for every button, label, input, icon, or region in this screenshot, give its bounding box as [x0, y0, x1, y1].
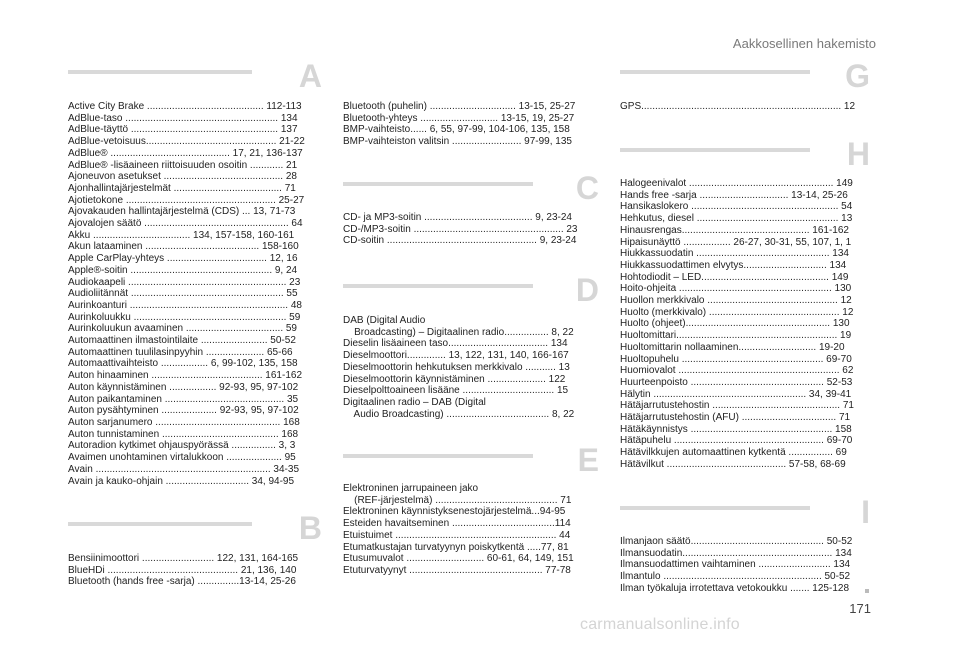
page-number: 171: [849, 601, 871, 616]
section-header-i: [620, 490, 870, 534]
index-entry: Ajovalojen säätö .................................................... 64: [68, 218, 303, 230]
index-entry: Bensiinimoottori .......................... 122, 131, 164-165: [68, 553, 299, 564]
index-entry: Hansikaslokero ..................................................... 54: [620, 201, 853, 213]
index-entry: Hoito-ohjeita ....................................................... 130: [620, 283, 852, 295]
section-header-h: [620, 132, 870, 176]
index-entry: CD- ja MP3-soitin ....................................... 9, 23-24: [343, 212, 572, 223]
section-letter-i: I: [861, 494, 870, 530]
index-entry: AdBlue® -lisäaineen riittoisuuden osoitin ............ 21: [68, 159, 298, 171]
index-entry: Huolto (ohjeet).................................................... 130: [620, 318, 850, 330]
index-entry: BMP-vaihteiston valitsin ......................... 97-99, 135: [343, 136, 572, 148]
index-list-b-continued: [343, 101, 599, 148]
page-marker: [865, 589, 869, 593]
index-entry: AdBlue® ........................................... 17, 21, 136-137: [68, 147, 303, 159]
index-entry: Hätäjarrutustehostin .............................................. 71: [620, 400, 854, 412]
index-entry: AdBlue-taso ....................................................... 134: [68, 112, 298, 124]
index-entry: Aurinkoluukun avaaminen ................................... 59: [68, 323, 297, 335]
index-entry: Avain ............................................................... 34-35: [68, 463, 300, 475]
section-header-e: [343, 438, 599, 482]
index-entry: DAB (Digital Audio: [343, 315, 426, 326]
index-entry: Hehkutus, diesel ................................................... 13: [620, 213, 853, 225]
section-letter-a: A: [298, 58, 322, 94]
index-entry: Elektroninen käynnistyksenestojärjestelmä...94-95: [343, 506, 566, 518]
index-list-e: [343, 483, 599, 577]
index-entry: Auton pysähtyminen .................... 92-93, 95, 97-102: [68, 405, 299, 417]
index-entry: Audio Broadcasting) ..................................... 8, 22: [343, 408, 575, 420]
index-entry: Auton käynnistäminen ................. 92-93, 95, 97-102: [68, 381, 299, 393]
index-entry: Autoradion kytkimet ohjauspyörässä ................ 3, 3: [68, 440, 296, 452]
index-entry: Ilmansuodatin...................................................... 134: [620, 547, 852, 559]
index-entry: Hipaisunäyttö ................. 26-27, 30-31, 55, 107, 1, 1: [620, 236, 852, 248]
index-entry: Huoltomittari.......................................................... 19: [620, 330, 852, 342]
section-header-g: [620, 54, 870, 98]
section-letter-d: D: [575, 272, 599, 308]
index-entry: Hälytin ....................................................... 34, 39-41: [620, 388, 852, 400]
index-list-c: [343, 212, 599, 247]
index-entry: Bluetooth (hands free -sarja) ...............13-14, 25-26: [68, 576, 296, 588]
index-entry: Etuturvatyynyt ................................................ 77-78: [343, 564, 571, 576]
index-entry: Auton hinaaminen ........................................ 161-162: [68, 370, 303, 382]
index-entry: Ajonhallintajärjestelmät ....................................... 71: [68, 182, 296, 194]
index-entry: Aurinkoanturi ......................................................... 48: [68, 299, 302, 311]
index-entry: Hohtodiodit – LED.............................................. 149: [620, 271, 849, 283]
section-divider: [620, 506, 810, 510]
index-entry: Huurteenpoisto ................................................ 52-53: [620, 376, 853, 388]
index-entry: BlueHDi ............................................... 21, 136, 140: [68, 564, 297, 576]
index-entry: Automaattinen ilmastointilaite ........................ 50-52: [68, 335, 296, 347]
index-entry: CD-/MP3-soitin ...................................................... 23: [343, 223, 578, 235]
index-entry: BMP-vaihteisto...... 6, 55, 97-99, 104-106, 135, 158: [343, 124, 570, 136]
index-entry: Hätävilkut ........................................... 57-58, 68-69: [620, 458, 846, 470]
index-entry: Etuistuimet .......................................................... 44: [343, 529, 571, 541]
section-divider: [68, 522, 252, 526]
index-entry: Ilmanjaon säätö................................................ 50-52: [620, 536, 853, 547]
section-divider: [620, 70, 810, 74]
index-entry: Hiukkassuodatin ................................................ 134: [620, 248, 849, 260]
index-entry: Auton paikantaminen ........................................... 35: [68, 393, 299, 405]
section-letter-e: E: [577, 442, 599, 478]
section-header-d: [343, 268, 599, 312]
index-entry: Active City Brake .......................................... 112-113: [68, 101, 302, 112]
index-entry: Automaattivaihteisto ................. 6, 99-102, 135, 158: [68, 358, 298, 370]
index-entry: Ajovakauden hallintajärjestelmä (CDS) ... 13, 71-73: [68, 206, 296, 218]
section-letter-b: B: [298, 510, 322, 546]
index-entry: Elektroninen jarrupaineen jako: [343, 483, 479, 494]
index-entry: Dieselmoottorin hehkutuksen merkkivalo ........... 13: [343, 361, 570, 373]
index-list-a: [68, 101, 322, 487]
index-entry: Hätävilkkujen automaattinen kytkentä ................ 69: [620, 447, 847, 459]
index-entry: Ilmansuodattimen vaihtaminen .......................... 134: [620, 559, 851, 571]
index-entry: Hätäkäynnistys ................................................... 158: [620, 423, 852, 435]
index-entry: Dieselmoottori.............. 13, 122, 131, 140, 166-167: [343, 350, 569, 362]
index-entry: Halogeenivalot .................................................... 149: [620, 178, 853, 189]
section-divider: [620, 148, 810, 152]
index-entry: Ajoneuvon asetukset ........................................... 28: [68, 171, 297, 183]
index-list-d: [343, 315, 599, 420]
index-entry: Hands free -sarja ................................ 13-14, 25-26: [620, 189, 848, 201]
index-entry: GPS........................................................................ 12: [620, 101, 856, 112]
index-entry: Huomiovalot .......................................................... 62: [620, 365, 854, 377]
index-entry: Ajotietokone ...................................................... 25-27: [68, 194, 305, 206]
index-entry: Apple CarPlay-yhteys .................................... 12, 16: [68, 253, 298, 265]
section-header-a: [68, 54, 322, 98]
index-entry: Dieselpolttoaineen lisääne ................................. 15: [343, 385, 569, 397]
index-entry: Auton tunnistaminen .......................................... 168: [68, 428, 299, 440]
index-entry: Auton sarjanumero ............................................. 168: [68, 416, 300, 428]
section-letter-h: H: [846, 136, 870, 172]
index-entry: Huoltomittarin nollaaminen............................ 19-20: [620, 341, 845, 353]
index-list-b: [68, 553, 322, 588]
index-entry: Bluetooth-yhteys ............................ 13-15, 19, 25-27: [343, 112, 575, 124]
index-entry: Esteiden havaitseminen .....................................114: [343, 518, 571, 530]
index-entry: Hinausrengas.............................................. 161-162: [620, 224, 849, 236]
index-entry: Huollon merkkivalo ............................................... 12: [620, 295, 852, 307]
index-entry: CD-soitin ...................................................... 9, 23-24: [343, 235, 577, 247]
section-divider: [343, 284, 533, 288]
section-divider: [343, 454, 533, 458]
index-entry: Audioliitännät ....................................................... 55: [68, 288, 298, 300]
index-entry: Avaimen unohtaminen virtalukkoon .................... 95: [68, 452, 296, 464]
index-entry: (REF-järjestelmä) ............................................ 71: [343, 494, 572, 506]
index-entry: Ilman työkaluja irrotettava vetokoukku ....... 125-128: [620, 582, 850, 594]
index-entry: Dieselmoottorin käynnistäminen ..................... 122: [343, 373, 566, 385]
section-divider: [343, 182, 533, 186]
index-entry: Huolto (merkkivalo) ............................................... 12: [620, 306, 854, 318]
index-entry: Etumatkustajan turvatyynyn poiskytkentä .....77, 81: [343, 541, 569, 553]
section-divider: [68, 70, 252, 74]
index-entry: Huoltopuhelu ................................................... 69-70: [620, 353, 852, 365]
index-entry: Bluetooth (puhelin) ............................... 13-15, 25-27: [343, 101, 576, 112]
section-letter-c: C: [575, 170, 599, 206]
index-entry: Broadcasting) – Digitaalinen radio................ 8, 22: [343, 326, 574, 338]
index-entry: Etusumuvalot ............................ 60-61, 64, 149, 151: [343, 553, 574, 565]
watermark: carmanualsonline.info: [580, 616, 740, 633]
section-header-b: [68, 506, 322, 550]
index-list-h: [620, 178, 870, 471]
index-list-g: [620, 101, 870, 113]
index-entry: Aurinkoluukku ....................................................... 59: [68, 311, 301, 323]
index-list-i: [620, 536, 870, 595]
index-entry: Digitaalinen radio – DAB (Digital: [343, 396, 486, 408]
index-entry: AdBlue-täyttö ..................................................... 137: [68, 124, 298, 136]
index-entry: Akku ................................... 134, 157-158, 160-161: [68, 229, 295, 241]
index-entry: Hiukkassuodattimen elvytys.............................. 134: [620, 259, 847, 271]
index-entry: Ilmantulo ......................................................... 50-52: [620, 571, 851, 583]
section-header-c: [343, 166, 599, 210]
index-entry: AdBlue-vetoisuus............................................... 21-22: [68, 136, 305, 148]
index-entry: Hätäpuhelu ...................................................... 69-70: [620, 435, 853, 447]
index-entry: Hätäjarrutustehostin (AFU) .................................. 71: [620, 412, 851, 424]
index-entry: Dieselin lisäaineen taso.................................... 134: [343, 338, 568, 350]
index-entry: Audiokaapeli ......................................................... 23: [68, 276, 301, 288]
index-entry: Automaattinen tuulilasinpyyhin ..................... 65-66: [68, 346, 293, 358]
page-header: Aakkosellinen hakemisto: [732, 36, 876, 51]
section-letter-g: G: [845, 58, 870, 94]
index-entry: Avain ja kauko-ohjain .............................. 34, 94-95: [68, 475, 295, 487]
index-entry: Apple®-soitin ................................................... 9, 24: [68, 264, 298, 276]
index-entry: Akun lataaminen ......................................... 158-160: [68, 241, 299, 253]
